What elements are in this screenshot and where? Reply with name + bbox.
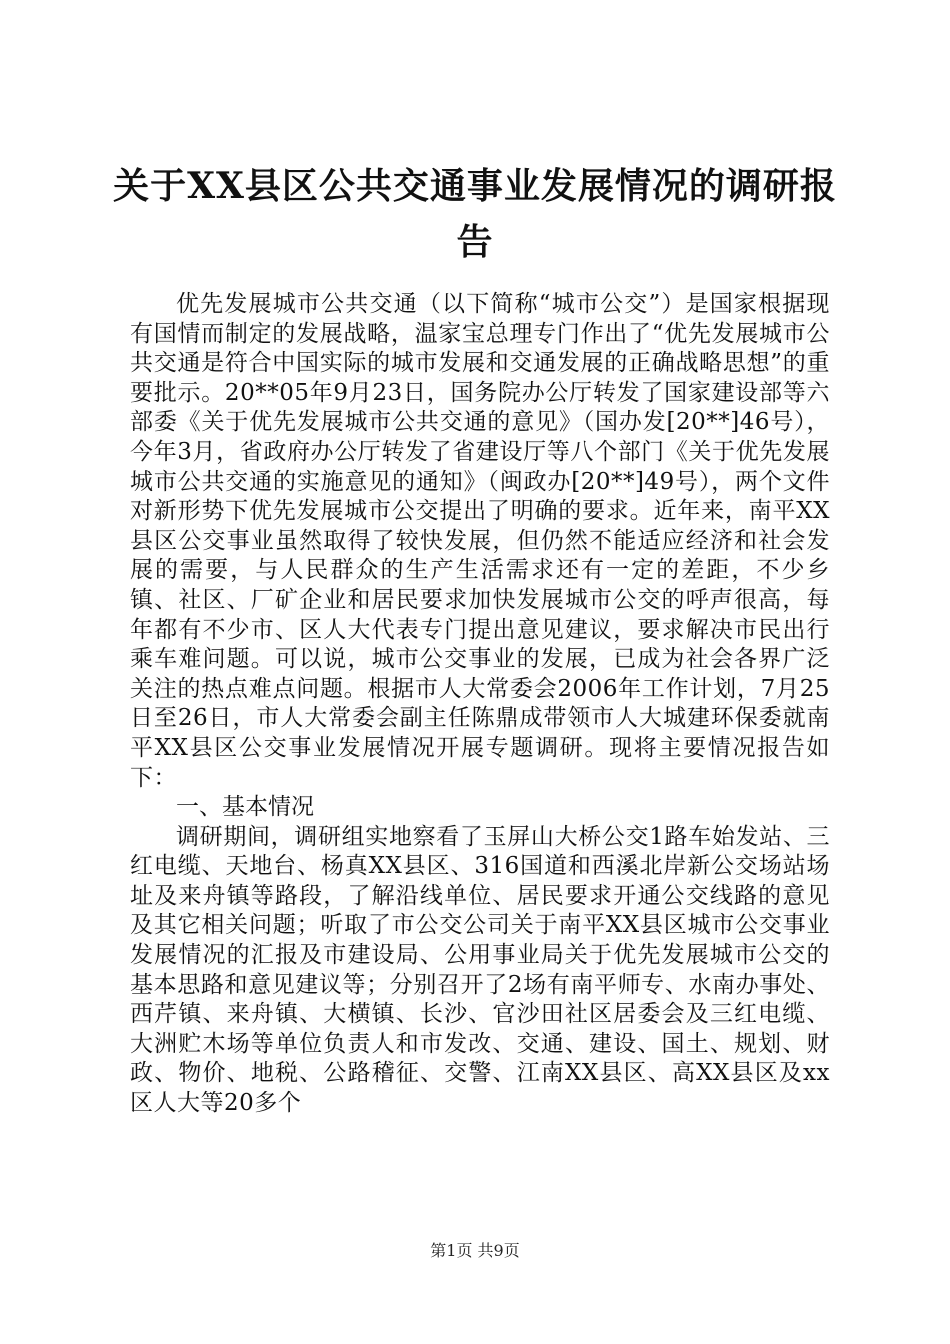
document-title <box>110 158 840 270</box>
paragraph-basic-situation: 调研期间，调研组实地察看了玉屏山大桥公交1路车始发站、三红电缆、天地台、杨真XX县区、316国道和西溪北岸新公交场站场址及来舟镇等路段，了解沿线单位、居民要求开通公交线路的意见及其它相关问题；听取了市公交公司关于南平XX县区城市公交事业发展情况的汇报及市建设局、公用事业局关于优先发展城市公交的基本思路和意见建议等；分别召开了2场有南平师专、水南办事处、西芹镇、来舟镇、大横镇、长沙、官沙田社区居委会及三红电缆、大洲贮木场等单位负责人和市发改、交通、建设、国土、规划、财政、物价、地税、公路稽征、交警、江南XX县区、高XX县区及xx区人大等20多个 <box>130 823 830 1117</box>
section-heading: 一、基本情况 <box>176 794 314 821</box>
page-footer <box>0 1241 950 1261</box>
title-line-2: 告 <box>456 221 494 263</box>
document-body <box>130 290 830 1119</box>
page-indicator: 第1页 共9页 <box>430 1241 520 1260</box>
paragraph-intro: 优先发展城市公共交通（以下简称“城市公交”）是国家根据现有国情而制定的发展战略，温家宝总理专门作出了“优先发展城市公共交通是符合中国实际的城市发展和交通发展的正确战略思想”的重要批示。20**05年9月23日，国务院办公厅转发了国家建设部等六部委《关于优先发展城市公共交通的意见》（国办发[20**]46号），今年3月，省政府办公厅转发了省建设厅等八个部门《关于优先发展城市公共交通的实施意见的通知》（闽政办[20**]49号），两个文件对新形势下优先发展城市公交提出了明确的要求。近年来，南平XX县区公交事业虽然取得了较快发展，但仍然不能适应经济和社会发展的需要，与人民群众的生产生活需求还有一定的差距，不少乡镇、社区、厂矿企业和居民要求加快发展城市公交的呼声很高，每年都有不少市、区人大代表专门提出意见建议，要求解决市民出行乘车难问题。可以说，城市公交事业的发展，已成为社会各界广泛关注的热点难点问题。根据市人大常委会2006年工作计划，7月25日至26日，市人大常委会副主任陈鼎成带领市人大城建环保委就南平XX县区公交事业发展情况开展专题调研。现将主要情况报告如下： <box>130 291 830 791</box>
title-line-1: 关于XX县区公共交通事业发展情况的调研报 <box>113 165 837 207</box>
